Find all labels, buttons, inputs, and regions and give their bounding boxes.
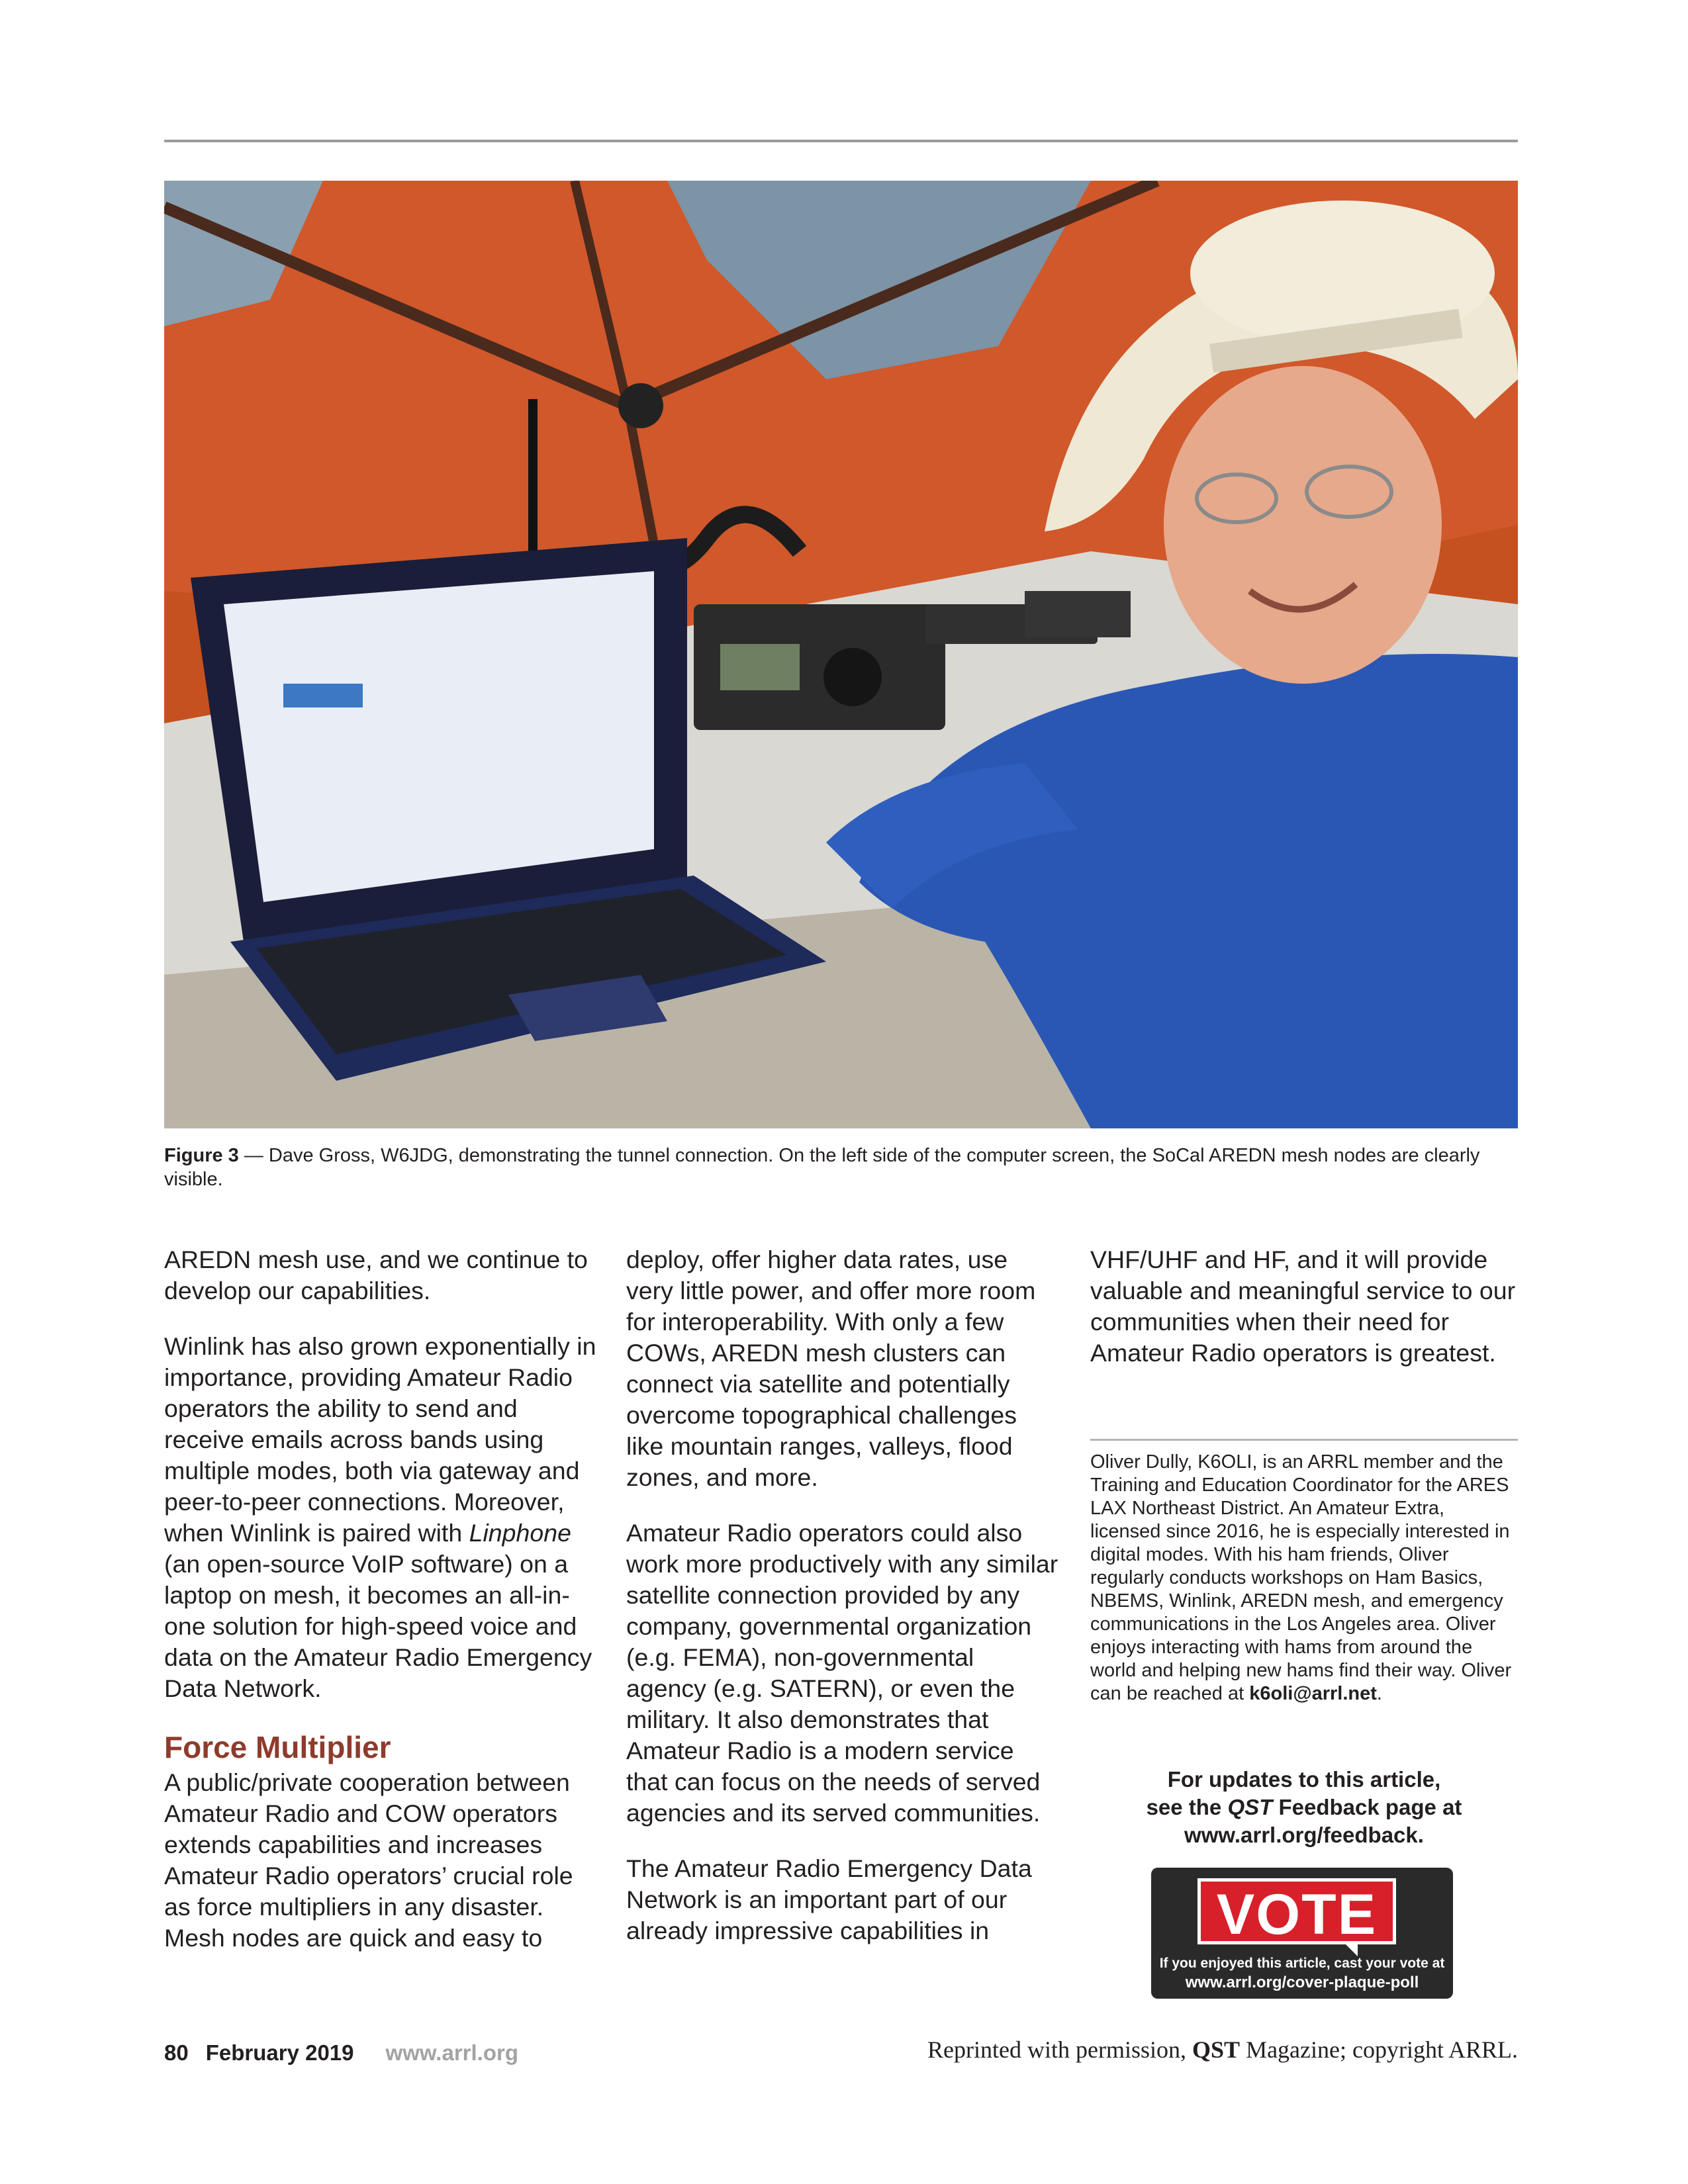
col3-paragraph-1: VHF/UHF and HF, and it will provide valuable and meaningful service to our communities when their need for Amateur Radio operators is greatest. [1090,1246,1516,1367]
author-bio: Oliver Dully, K6OLI, is an ARRL member and the Training and Education Coordinator for the ARES LAX Northeast District. An Amateur Extra, licensed since 2016, he is especially interested in digital modes. With his ham friends, Oliver regularly conducts workshops on Ham Basics, NBEMS, Winlink, AREDN mesh, and emergency communications in the Los Angeles area. Oliver enjoys interacting with hams from around the world and helping new hams find their way. Oliver can be reached at k6oli@arrl.net. [1090,1451,1512,1704]
page-footer [164,2040,518,2066]
column-3 [1090,1244,1518,1393]
vote-url[interactable]: www.arrl.org/cover-plaque-poll [1185,1974,1419,1991]
photo-illustration [164,181,1518,1128]
top-rule [164,140,1518,142]
column-1 [164,1244,598,1978]
vote-line-1: If you enjoyed this article, cast your vote at [1159,1956,1445,1971]
footer-url[interactable]: www.arrl.org [385,2040,519,2065]
speech-bubble-tail-icon [1343,1942,1358,1956]
updates-line-2: see the QST Feedback page at [1146,1795,1462,1819]
updates-line-1: For updates to this article, [1167,1767,1441,1792]
feedback-link[interactable]: www.arrl.org/feedback. [1184,1823,1424,1847]
reprint-notice: Reprinted with permission, QST Magazine; copyright ARRL. [927,2036,1518,2063]
figure-caption-text: — Dave Gross, W6JDG, demonstrating the tunnel connection. On the left side of the computer screen, the SoCal AREDN mesh nodes are clearly visible. [164,1145,1480,1190]
qst-emphasis: QST [1227,1795,1273,1819]
page-number: 80 [164,2040,189,2065]
figure-caption [164,1144,1518,1191]
col2-paragraph-3: The Amateur Radio Emergency Data Network is an important part of our already impressive capabilities in [626,1854,1032,1944]
col1-paragraph-3: A public/private cooperation between Amateur Radio and COW operators extends capabilities and increases Amateur Radio operators’ crucial role as force multipliers in any disaster. Mesh nodes are quick and easy to [164,1768,573,1952]
issue-date: February 2019 [205,2040,354,2065]
reprint-qst: QST [1192,2036,1241,2063]
updates-notice [1090,1766,1518,1849]
bio-text: Oliver Dully, K6OLI, is an ARRL member and the Training and Education Coordinator for the ARES LAX Northeast District. An Amateur Extra, licensed since 2016, he is especially interested in digital modes. With his ham friends, Oliver regularly conducts workshops on Ham Basics, NBEMS, Winlink, AREDN mesh, and emergency communications in the Los Angeles area. Oliver enjoys interacting with hams from around the world and helping new hams find their way. Oliver can be reached at [1090,1451,1512,1704]
section-heading-force-multiplier: Force Multiplier [164,1730,391,1764]
col1-paragraph-1: AREDN mesh use, and we continue to develop our capabilities. [164,1246,588,1304]
col1-paragraph-2: Winlink has also grown exponentially in importance, providing Amateur Radio operators the ability to send and receive emails across bands using multiple modes, both via gateway and peer-to-peer connections. Moreover, when Winlink is paired with Linphone (an open-source VoIP software) on a laptop on mesh, it becomes an all-in-one solution for high-speed voice and data on the Amateur Radio Emergency Data Network. [164,1332,596,1702]
vote-badge[interactable] [1151,1868,1453,1999]
figure-3-photo [164,181,1518,1128]
bio-email-link[interactable]: k6oli@arrl.net [1249,1683,1377,1704]
column-2 [626,1244,1060,1971]
bio-rule [1090,1439,1518,1441]
figure-label: Figure 3 [164,1145,239,1166]
col2-paragraph-2: Amateur Radio operators could also work more productively with any similar satellite connection provided by any company, governmental organization (e.g. FEMA), non-governmental agency (e.g. SATERN), or even the military. It also demonstrates that Amateur Radio is a modern service that can focus on the needs of served agencies and its served communities. [626,1519,1058,1827]
linphone-emphasis: Linphone [469,1519,571,1547]
col2-paragraph-1: deploy, offer higher data rates, use very little power, and offer more room for interoperability. With only a few COWs, AREDN mesh clusters can connect via satellite and potentially overcome topographical challenges like mountain ranges, valleys, flood zones, and more. [626,1246,1036,1491]
vote-word: VOTE [1197,1878,1396,1944]
